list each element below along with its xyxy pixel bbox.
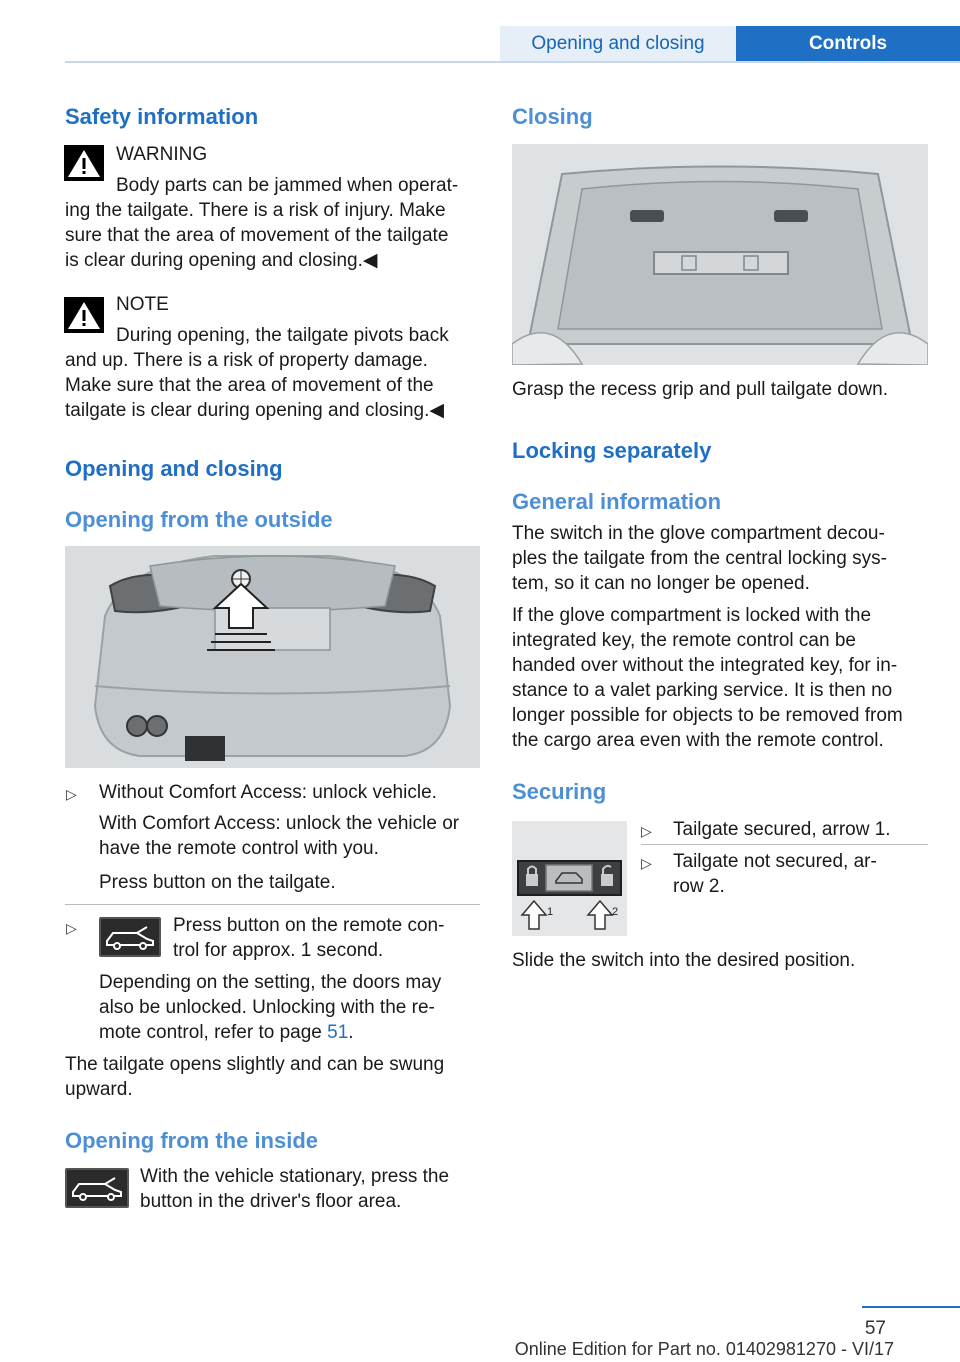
closing-heading: Closing	[512, 104, 593, 129]
page-reference-link[interactable]: 51	[327, 1022, 349, 1043]
list-item-text: row 2.	[673, 876, 725, 897]
glove-compartment-switch-illustration	[512, 821, 627, 936]
warning-text-line: ing the tailgate. There is a risk of injury. Make	[65, 200, 446, 221]
note-text-line: and up. There is a risk of property damage.	[65, 350, 428, 371]
header-chapter-tab[interactable]: Controls	[736, 26, 960, 61]
footer-rule	[862, 1306, 960, 1308]
body-text-line: If the glove compartment is locked with the	[512, 605, 872, 626]
warning-text-line: Body parts can be jammed when operat‐	[116, 175, 459, 196]
tailgate-interior-photo	[512, 144, 928, 365]
list-divider	[65, 904, 480, 905]
note-text-line: During opening, the tailgate pivots back	[116, 325, 449, 346]
body-text-line: With the vehicle stationary, press the	[140, 1166, 450, 1187]
note-label: NOTE	[116, 294, 169, 315]
car-tailgate-icon	[99, 917, 161, 957]
warning-text-line: is clear during opening and closing.◀	[65, 250, 378, 271]
body-text-line: The switch in the glove compartment decou‐	[512, 523, 885, 544]
list-item-text: Press button on the tailgate.	[99, 872, 336, 893]
page-number: 57	[864, 1318, 886, 1339]
list-bullet: ▷	[641, 855, 652, 871]
body-text-line: the cargo area even with the remote control.	[512, 730, 884, 751]
list-item-text: Tailgate not secured, ar‐	[673, 851, 877, 872]
car-tailgate-icon	[65, 1168, 129, 1208]
body-text-line: integrated key, the remote control can be	[512, 630, 856, 651]
body-text-line: The tailgate opens slightly and can be swung	[65, 1054, 445, 1075]
list-item-text	[99, 1020, 354, 1045]
body-text-line: Grasp the recess grip and pull tailgate down.	[512, 379, 888, 400]
warning-label: WARNING	[116, 144, 208, 165]
list-divider	[641, 844, 928, 845]
list-bullet: ▷	[641, 823, 652, 839]
body-text-line: longer possible for objects to be removed from	[512, 705, 903, 726]
body-text-line: upward.	[65, 1079, 133, 1100]
general-information-heading: General information	[512, 489, 722, 514]
body-text-line: ples the tailgate from the central locking sys‐	[512, 548, 887, 569]
warning-text-line: sure that the area of movement of the tailgate	[65, 225, 449, 246]
securing-heading: Securing	[512, 779, 607, 804]
locking-separately-heading: Locking separately	[512, 438, 712, 463]
list-item-text: trol for approx. 1 second.	[173, 940, 384, 961]
list-item-text: have the remote control with you.	[99, 838, 379, 859]
warning-triangle-icon	[64, 297, 104, 333]
note-text-line: tailgate is clear during opening and closing.◀	[65, 400, 445, 421]
opening-from-inside-heading: Opening from the inside	[65, 1128, 319, 1153]
opening-and-closing-heading: Opening and closing	[65, 456, 283, 481]
footer-edition: Online Edition for Part no. 01402981270 - VI/17	[514, 1339, 894, 1359]
header-section-tab[interactable]: Opening and closing	[500, 26, 736, 61]
car-rear-photo	[65, 546, 480, 768]
list-item-text: With Comfort Access: unlock the vehicle or	[99, 813, 460, 834]
list-bullet: ▷	[66, 920, 77, 936]
list-item-text: Without Comfort Access: unlock vehicle.	[99, 782, 437, 803]
body-text-line: handed over without the integrated key, for in‐	[512, 655, 898, 676]
opening-from-outside-heading: Opening from the outside	[65, 507, 333, 532]
list-item-text: also be unlocked. Unlocking with the re‐	[99, 997, 435, 1018]
header-rule	[65, 61, 960, 63]
list-item-text: Depending on the setting, the doors may	[99, 972, 442, 993]
safety-information-heading: Safety information	[65, 104, 259, 129]
body-text-line: tem, so it can no longer be opened.	[512, 573, 810, 594]
page-ref-prefix: mote control, refer to page	[99, 1022, 322, 1043]
note-text-line: Make sure that the area of movement of the	[65, 375, 434, 396]
period: .	[348, 1022, 354, 1043]
warning-triangle-icon	[64, 145, 104, 181]
body-text-line: Slide the switch into the desired position.	[512, 950, 856, 971]
body-text-line: stance to a valet parking service. It is then no	[512, 680, 893, 701]
list-bullet: ▷	[66, 786, 77, 802]
arrow-1-label: 1	[547, 906, 554, 918]
body-text-line: button in the driver's floor area.	[140, 1191, 402, 1212]
list-item-text: Press button on the remote con‐	[173, 915, 445, 936]
arrow-2-label: 2	[612, 906, 619, 918]
list-item-text: Tailgate secured, arrow 1.	[673, 819, 891, 840]
